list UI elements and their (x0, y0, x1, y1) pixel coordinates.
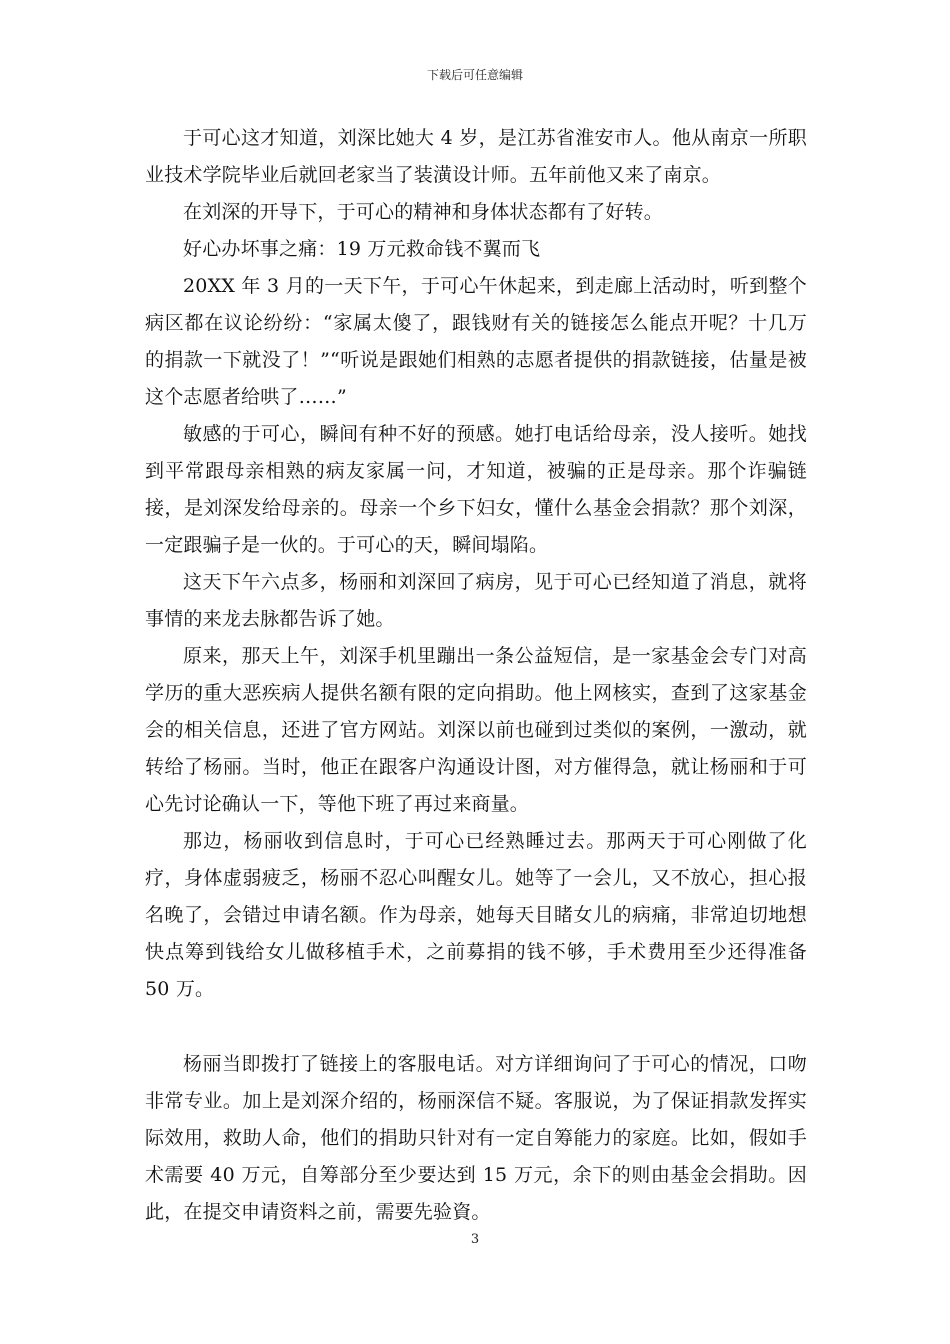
page-header: 下载后可任意编辑 (426, 68, 523, 82)
paragraph: 这天下午六点多，杨丽和刘深回了病房，见于可心已经知道了消息，就将事情的来龙去脉都告诉了她。 (145, 571, 807, 630)
paragraph: 杨丽当即拨打了链接上的客服电话。对方详细询问了于可心的情况，口吻非常专业。加上是刘深介绍的，杨丽深信不疑。客服说，为了保证捐款发挥实际效用，救助人命，他们的捐助只针对有一定自筹能力的家庭。比如，假如手术需要 40 万元，自筹部分至少要达到 15 万元，余下的则由基金会捐助。因此，在提交申请资料之前，需要先验資。 (145, 1053, 807, 1223)
paragraph: 于可心这才知道，刘深比她大 4 岁，是江苏省淮安市人。他从南京一所职业技术学院毕业后就回老家当了装潢设计师。五年前他又来了南京。 (145, 127, 807, 186)
paragraph: 那边，杨丽收到信息时，于可心已经熟睡过去。那两天于可心刚做了化疗，身体虚弱疲乏，杨丽不忍心叫醒女儿。她等了一会儿，又不放心，担心报名晚了，会错过申请名额。作为母亲，她每天目睹女儿的病痛，非常迫切地想快点筹到钱给女儿做移植手术，之前募捐的钱不够，手术费用至少还得准备 50 万。 (145, 830, 807, 1000)
page-number: 3 (470, 1232, 480, 1247)
paragraph: 20XX 年 3 月的一天下午，于可心午休起来，到走廊上活动时，听到整个病区都在议论纷纷：“家属太傻了，跟钱财有关的链接怎么能点开呢？十几万的捐款一下就没了！”“听说是跟她们相熟的志愿者提供的捐款链接，估量是被这个志愿者给哄了……” (145, 275, 807, 408)
paragraph: 原来，那天上午，刘深手机里蹦出一条公益短信，是一家基金会专门对高学历的重大恶疾病人提供名额有限的定向捐助。他上网核实，查到了这家基金会的相关信息，还进了官方网站。刘深以前也碰到过类似的案例，一激动，就转给了杨丽。当时，他正在跟客户沟通设计图，对方催得急，就让杨丽和于可心先讨论确认一下，等他下班了再过来商量。 (145, 645, 807, 815)
paragraph: 在刘深的开导下，于可心的精神和身体状态都有了好转。 (183, 201, 664, 223)
document-body (145, 120, 807, 1231)
paragraph: 敏感的于可心，瞬间有种不好的预感。她打电话给母亲，没人接听。她找到平常跟母亲相熟的病友家属一问，才知道，被骗的正是母亲。那个诈骗链接，是刘深发给母亲的。母亲一个乡下妇女，懂什么基金会捐款？那个刘深，一定跟骗子是一伙的。于可心的天，瞬间塌陷。 (145, 423, 807, 556)
paragraph-gap (145, 1008, 807, 1046)
section-heading: 好心办坏事之痛：19 万元救命钱不翼而飞 (183, 238, 541, 260)
